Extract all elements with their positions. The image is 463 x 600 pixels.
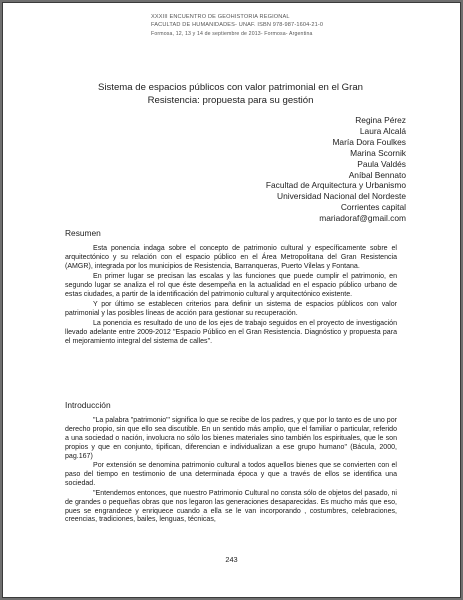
paragraph: En primer lugar se precisan las escalas y las funciones que puede cumplir el patrimonio, en segundo lugar se analiza el rol que éste desempeña en la actualidad en el espacio público urbano de estas ciudades, a partir de la identificación del patrimonio cultural y arquitectónico existente. — [65, 272, 397, 298]
affiliation-university: Universidad Nacional del Nordeste — [277, 191, 406, 202]
author-line: Laura Alcalá — [359, 125, 406, 136]
affiliation-faculty: Facultad de Arquitectura y Urbanismo — [265, 180, 406, 191]
resumen-body — [65, 245, 397, 347]
author-block — [266, 115, 406, 224]
header-line-1: XXXIII ENCUENTRO DE GEOHISTORIA REGIONAL — [151, 14, 290, 20]
paragraph: "Entendemos entonces, que nuestro Patrimonio Cultural no consta sólo de objetos del pasado, ni de grandes o pequeñas obras que nos legaron las generaciones desaparecidas. Es mucho más que eso, pues se engrandece y enriquece cuando a ella se le van incorporando , costumbres, celebraciones, creencias, tradiciones, bailes, lenguas, técnicas, — [65, 489, 397, 524]
header-line-3: Formosa, 12, 13 y 14 de septiembre de 2013- Formosa- Argentina — [151, 30, 313, 37]
affiliation-city: Corrientes capital — [340, 202, 406, 213]
section-heading-resumen: Resumen — [65, 228, 101, 238]
author-line: Paula Valdés — [357, 158, 406, 169]
paragraph: Por extensión se denomina patrimonio cultural a todos aquellos bienes que se convierten con el paso del tiempo en testimonio de una determinada época y que a través de ellos se identifica una sociedad. — [65, 462, 397, 488]
author-line: Marina Scornik — [350, 147, 406, 158]
paper-title — [43, 82, 418, 107]
conference-header — [151, 13, 323, 38]
author-line: Aníbal Bennato — [348, 169, 406, 180]
paragraph: La ponencia es resultado de uno de los ejes de trabajo seguidos en el proyecto de investigación llevado adelante entre 2009-2012 "Espacio Público en el Gran Resistencia. Diagnóstico y propuesta para el mejoramiento integral del sistema de calles". — [65, 319, 397, 345]
title-line-2: Resistencia: propuesta para su gestión — [147, 94, 314, 106]
page-number: 243 — [225, 555, 238, 564]
introduccion-body — [65, 417, 397, 526]
paragraph: Esta ponencia indaga sobre el concepto de patrimonio cultural y específicamente sobre el arquitectónico y su relación con el espacio público en el Área Metropolitana del Gran Resistencia (AMGR), integrada por los municipios de Resistencia, Barranqueras, Puerto Vilelas y Fontana. — [65, 245, 397, 270]
author-email: mariadoraf@gmail.com — [319, 213, 406, 224]
title-line-1: Sistema de espacios públicos con valor patrimonial en el Gran — [97, 82, 364, 93]
section-heading-introduccion: Introducción — [65, 400, 111, 410]
author-line: Regina Pérez — [355, 115, 406, 125]
document-page — [2, 2, 461, 598]
paragraph: "La palabra "patrimonio"' significa lo que se recibe de los padres, y que por lo tanto es de uno por derecho propio, sin que ello sea discutible. En un sentido más amplio, que el familiar o particular, referido a una sociedad o nación, involucra no sólo los bienes materiales sino también los espirituales, que le son propios y que en conjunto, tipifican, diferencian e individualizan a ese grupo humano" (Bácula, 2000, pag.167) — [65, 417, 397, 460]
paragraph: Y por último se establecen criterios para definir un sistema de espacios públicos con valor patrimonial y las posibles líneas de acción para gestionar su recuperación. — [65, 300, 397, 317]
header-line-2: FACULTAD DE HUMANIDADES- UNAF. ISBN 978-987-1604-21-0 — [151, 22, 324, 29]
author-line: María Dora Foulkes — [332, 136, 406, 147]
